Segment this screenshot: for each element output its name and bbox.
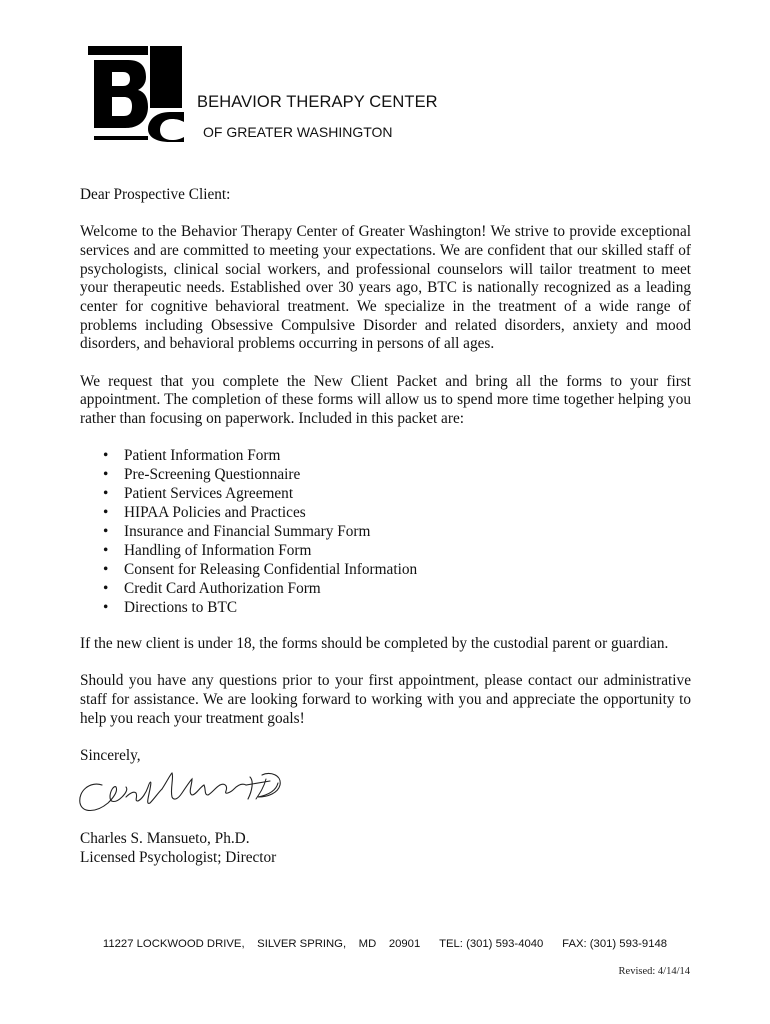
footer-state: MD xyxy=(358,938,377,950)
list-item: • Pre-Screening Questionnaire xyxy=(124,466,691,485)
paragraph-minors: If the new client is under 18, the forms should be completed by the custodial parent or guardian. xyxy=(80,635,669,652)
revised-date: Revised: 4/14/14 xyxy=(618,966,690,977)
list-item: • HIPAA Policies and Practices xyxy=(124,504,691,523)
list-item: • Patient Services Agreement xyxy=(124,485,691,504)
org-name: BEHAVIOR THERAPY CENTER xyxy=(197,93,438,111)
logo-b xyxy=(94,60,148,128)
list-item: • Consent for Releasing Confidential Information xyxy=(124,561,691,580)
signature-image xyxy=(74,763,298,823)
signer-title: Licensed Psychologist; Director xyxy=(80,848,277,866)
footer-tel: TEL: (301) 593-4040 xyxy=(439,938,544,950)
logo-c xyxy=(148,112,184,142)
forms-list xyxy=(80,447,691,618)
letter-body xyxy=(80,186,691,766)
logo-t-stem xyxy=(150,46,182,108)
logo-underline xyxy=(94,136,148,140)
footer-contact xyxy=(0,938,770,950)
footer-city: SILVER SPRING, xyxy=(257,938,347,950)
org-subtitle: OF GREATER WASHINGTON xyxy=(203,124,393,140)
logo-t-bar xyxy=(88,46,148,55)
list-item: • Directions to BTC xyxy=(124,599,691,618)
paragraph-questions: Should you have any questions prior to your first appointment, please contact our administrative staff for assistance. We are looking forward to working with you and appreciate the opportunity to help you reach your treatment goals! xyxy=(80,672,691,727)
paragraph-welcome: Welcome to the Behavior Therapy Center of Greater Washington! We strive to provide exceptional services and are committed to meeting your expectations. We are confident that our skilled staff of psychologists, clinical social workers, and professional counselors will tailor treatment to meet your therapeutic needs. Established over 30 years ago, BTC is nationally recognized as a leading center for cognitive behavioral treatment. We specialize in the treatment of a wide range of problems including Obsessive Compulsive Disorder and related disorders, anxiety and mood disorders, and behavioral problems occurring in persons of all ages. xyxy=(80,223,691,353)
list-item: • Handling of Information Form xyxy=(124,542,691,561)
list-item: • Credit Card Authorization Form xyxy=(124,580,691,599)
footer-fax: FAX: (301) 593-9148 xyxy=(562,938,668,950)
footer-zip: 20901 xyxy=(388,938,421,950)
list-item: • Insurance and Financial Summary Form xyxy=(124,523,691,542)
signer-name: Charles S. Mansueto, Ph.D. xyxy=(80,830,250,847)
greeting: Dear Prospective Client: xyxy=(80,186,231,203)
btc-logo xyxy=(84,46,188,142)
list-item: • Patient Information Form xyxy=(124,447,691,466)
footer-address: 11227 LOCKWOOD DRIVE, xyxy=(102,938,245,950)
closing: Sincerely, xyxy=(80,747,141,764)
signer-block xyxy=(80,830,276,867)
paragraph-request: We request that you complete the New Client Packet and bring all the forms to your first appointment. The completion of these forms will allow us to spend more time together helping you rather than focusing on paperwork. Included in this packet are: xyxy=(80,372,691,428)
